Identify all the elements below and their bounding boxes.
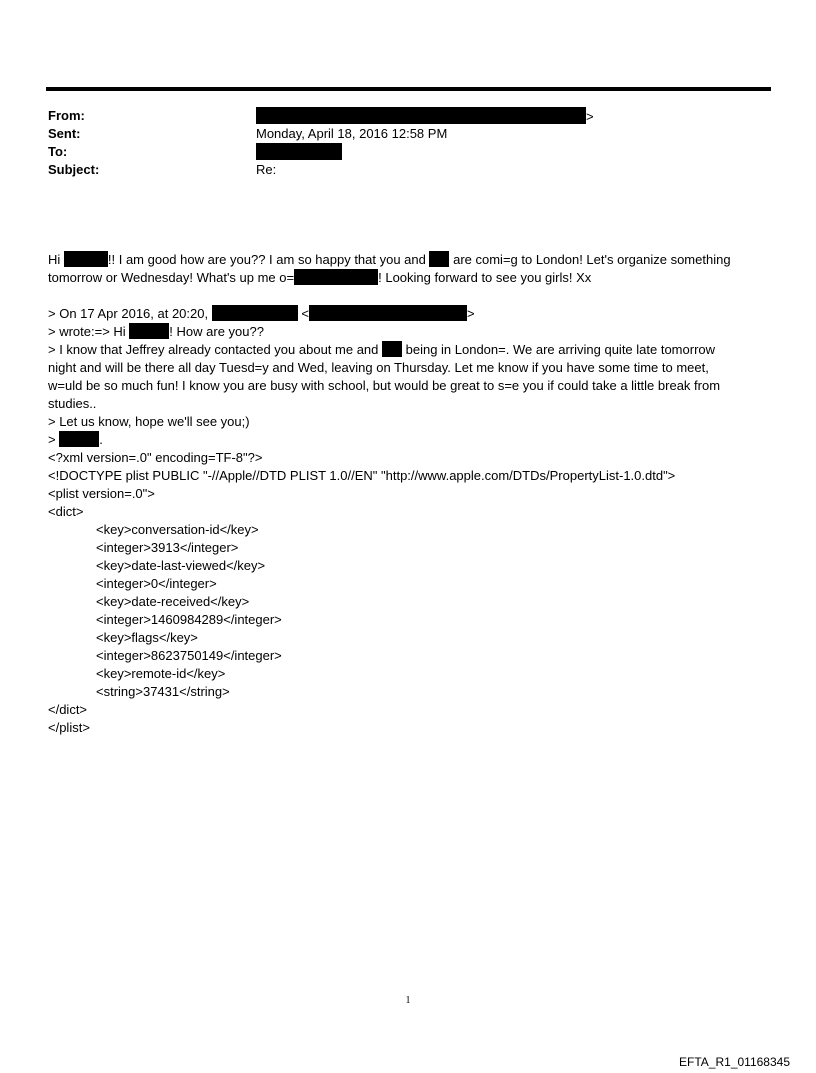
- from-label: From:: [48, 108, 85, 123]
- from-suffix: >: [586, 109, 594, 124]
- plist-line: <!DOCTYPE plist PUBLIC "-//Apple//DTD PLIST 1.0//EN" "http://www.apple.com/DTDs/PropertyList-1.0.dtd">: [48, 468, 676, 483]
- quoted-line: w=uld be so much fun! I know you are busy with school, but would be great to s=e you if could take a little break from: [48, 378, 721, 393]
- reply-body: [48, 251, 760, 287]
- quoted-message: [48, 305, 760, 449]
- plist-line: <?xml version=.0" encoding=TF-8"?>: [48, 450, 263, 465]
- from-value: [256, 107, 594, 126]
- quoted-text: > wrote:=> Hi: [48, 324, 130, 339]
- bates-number: EFTA_R1_01168345: [679, 1055, 790, 1069]
- plist-line: <key>flags</key>: [96, 630, 198, 645]
- plist-line: <string>37431</string>: [96, 684, 230, 699]
- reply-text: are comi=g to London! Let's organize something: [449, 252, 731, 267]
- redaction-name: [294, 269, 378, 285]
- quoted-line: studies..: [48, 396, 97, 411]
- redaction-name: [429, 251, 449, 267]
- redaction-name: [212, 305, 298, 321]
- redaction-to: [256, 143, 342, 160]
- reply-text: !! I am good how are you?? I am so happy that you and: [107, 252, 430, 267]
- quoted-text: > On 17 Apr 2016, at 20:20,: [48, 306, 212, 321]
- sent-value: Monday, April 18, 2016 12:58 PM: [256, 126, 448, 141]
- plist-line: <integer>3913</integer>: [96, 540, 239, 555]
- plist-line: <integer>1460984289</integer>: [96, 612, 282, 627]
- plist-line: <integer>0</integer>: [96, 576, 217, 591]
- quoted-line: [48, 431, 760, 449]
- quoted-line: > Let us know, hope we'll see you;): [48, 414, 250, 429]
- sent-label: Sent:: [48, 126, 81, 141]
- to-label: To:: [48, 144, 68, 159]
- quoted-line: night and will be there all day Tuesd=y and Wed, leaving on Thursday. Let me know if you have some time to meet,: [48, 360, 709, 375]
- redaction-name: [64, 251, 108, 267]
- reply-line: [48, 251, 760, 269]
- plist-line: <integer>8623750149</integer>: [96, 648, 282, 663]
- plist-line: </dict>: [48, 702, 88, 717]
- plist-line: <key>remote-id</key>: [96, 666, 226, 681]
- redaction-name: [382, 341, 402, 357]
- reply-text: Hi: [48, 252, 64, 267]
- page-number: 1: [405, 995, 411, 1006]
- reply-text: tomorrow or Wednesday! What's up me o=: [48, 270, 295, 285]
- header-rule: [46, 87, 771, 91]
- to-value: [256, 143, 342, 162]
- subject-value: Re:: [256, 162, 277, 177]
- plist-line: <dict>: [48, 504, 84, 519]
- plist-line: <plist version=.0">: [48, 486, 155, 501]
- plist-block: [48, 449, 760, 737]
- redaction-from: [256, 107, 586, 124]
- quoted-text: <: [297, 306, 309, 321]
- quoted-text: > I know that Jeffrey already contacted you about me and: [48, 342, 382, 357]
- quoted-text: .: [99, 432, 103, 447]
- redaction-email: [309, 305, 467, 321]
- quoted-text: ! How are you??: [169, 324, 264, 339]
- plist-line: <key>date-received</key>: [96, 594, 250, 609]
- quoted-text: >: [466, 306, 475, 321]
- subject-label: Subject:: [48, 162, 100, 177]
- plist-line: <key>date-last-viewed</key>: [96, 558, 266, 573]
- reply-line: [48, 269, 760, 287]
- quoted-text: being in London=. We are arriving quite late tomorrow: [402, 342, 716, 357]
- plist-line: <key>conversation-id</key>: [96, 522, 259, 537]
- quoted-line: [48, 305, 760, 323]
- redaction-name: [129, 323, 169, 339]
- plist-line: </plist>: [48, 720, 90, 735]
- redaction-name: [59, 431, 99, 447]
- quoted-line: [48, 341, 760, 359]
- quoted-line: [48, 323, 760, 341]
- quoted-text: >: [48, 432, 60, 447]
- reply-text: ! Looking forward to see you girls! Xx: [378, 270, 592, 285]
